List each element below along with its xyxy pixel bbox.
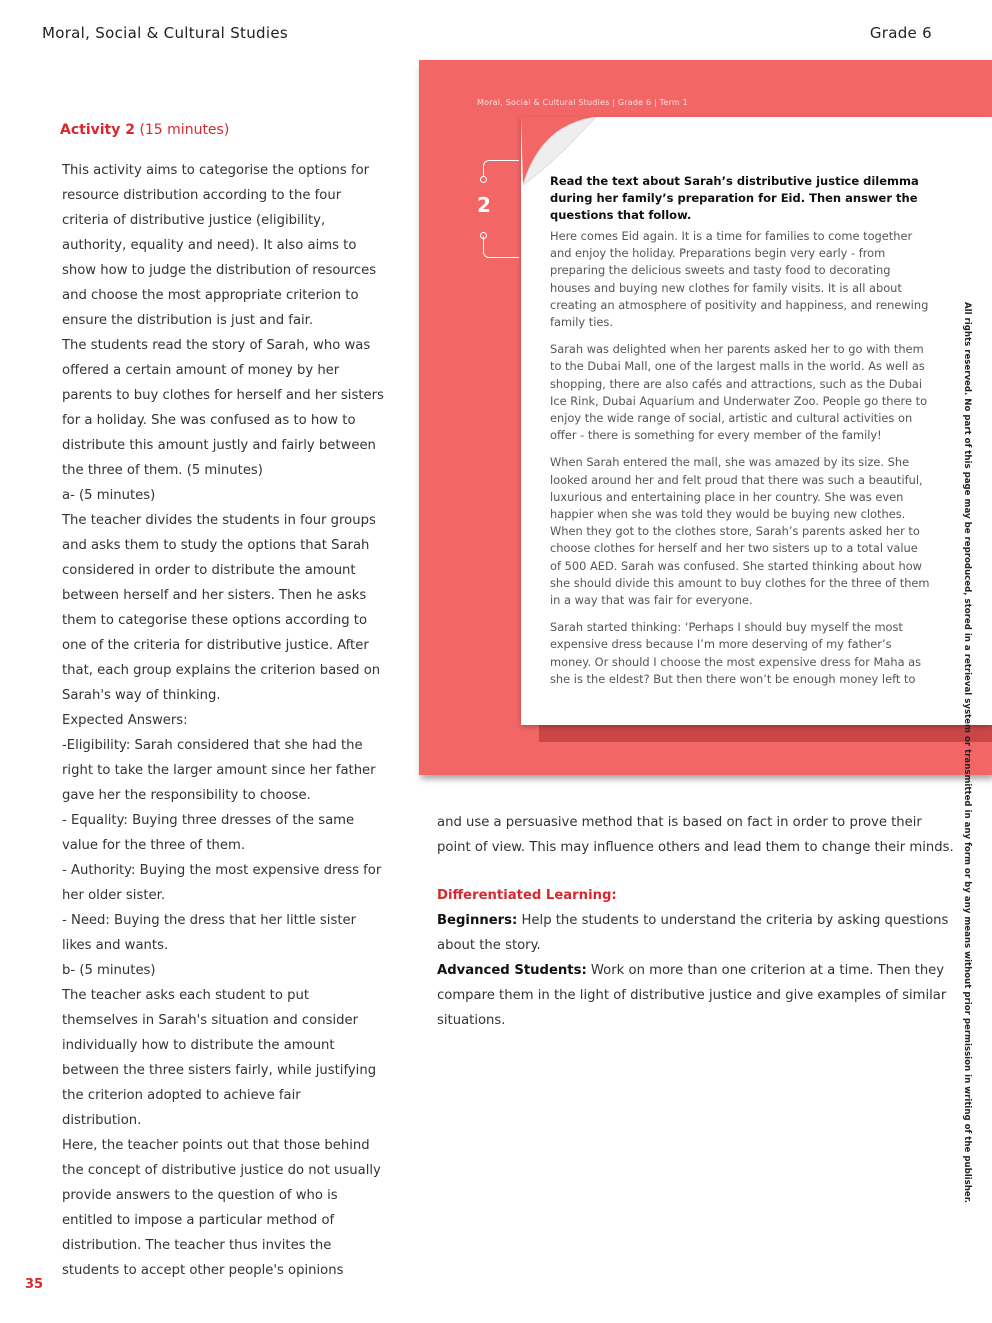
story-paragraph: Sarah was delighted when her parents asked her to go with them to the Dubai Mall, one of the largest malls in the world. As well as shopping, there are also cafés and attractions, such as the Dubai Ice Rink, Dubai Aquarium and Underwater Zoo. People go there to enjoy the wide range of social, artistic and cultural activities on offer - there is something for every member of the family! xyxy=(550,342,928,443)
differentiated-learning-title: Differentiated Learning: xyxy=(437,888,617,903)
embedded-story xyxy=(550,228,930,698)
paragraph: Expected Answers: xyxy=(62,713,188,728)
copyright-notice: All rights reserved. No part of this page may be reproduced, stored in a retrieval system or transmitted in any form or by any means without prior permission in writing of the publisher. xyxy=(962,302,972,1203)
paragraph: Here, the teacher points out that those behind the concept of distributive justice do not usually provide answers to the question of who is entitled to impose a particular method of distribution. The teacher thus invites the students to accept other people's opinions xyxy=(62,1138,381,1278)
connector-line-icon xyxy=(483,236,519,258)
activity-title xyxy=(60,122,229,138)
page-number: 35 xyxy=(25,1277,44,1292)
left-column xyxy=(62,158,384,1283)
embedded-question-number: 2 xyxy=(477,193,491,217)
header-grade: Grade 6 xyxy=(869,24,932,42)
right-column xyxy=(437,810,957,1033)
beginners-text: Help the students to understand the criteria by asking questions about the story. xyxy=(437,913,949,953)
story-paragraph: When Sarah entered the mall, she was amazed by its size. She looked around her and felt proud that there was such a beautiful, luxurious and entertaining place in her country. She was even happier when she was told they would be buying new clothes. When they got to the clothes store, Sarah’s parents asked her to choose clothes for herself and her two sisters up to a total value of 500 AED. Sarah was confused. She started thinking about how she should divide this amount to buy clothes for the three of them in a way that was fair for everyone. xyxy=(550,455,930,608)
beginners-label: Beginners: xyxy=(437,913,518,928)
activity-duration: (15 minutes) xyxy=(139,122,230,138)
embedded-question: Read the text about Sarah’s distributive justice dilemma during her family’s preparation for Eid. Then answer the questions that follow. xyxy=(550,174,919,222)
activity-title-label: Activity 2 xyxy=(60,122,135,138)
paragraph: - Authority: Buying the most expensive dress for her older sister. xyxy=(62,863,382,903)
advanced-label: Advanced Students: xyxy=(437,963,587,978)
paragraph: and use a persuasive method that is based on fact in order to prove their point of view. This may influence others and lead them to change their minds. xyxy=(437,815,954,855)
advanced-paragraph xyxy=(437,958,957,1033)
paragraph: The teacher asks each student to put themselves in Sarah's situation and consider individually how to distribute the amount between the three sisters fairly, while justifying the criterion adopted to achieve fair distribution. xyxy=(62,988,377,1128)
paragraph: - Need: Buying the dress that her little sister likes and wants. xyxy=(62,913,357,953)
beginners-paragraph xyxy=(437,908,957,958)
connector-dot-icon xyxy=(480,176,487,183)
paragraph: -Eligibility: Sarah considered that she had the right to take the larger amount since her father gave her the responsibility to choose. xyxy=(62,738,376,803)
header-subject: Moral, Social & Cultural Studies xyxy=(42,24,288,42)
story-paragraph: Sarah started thinking: ‘Perhaps I should buy myself the most expensive dress because I’m more deserving of my father’s money. Or should I choose the most expensive dress for Maha as she is the eldest? But then there won’t be enough money left to xyxy=(550,620,922,686)
paragraph: The students read the story of Sarah, who was offered a certain amount of money by her parents to buy clothes for herself and her sisters for a holiday. She was confused as to how to distribute this amount justly and fairly between the three of them. (5 minutes) xyxy=(62,338,384,478)
story-paragraph: Here comes Eid again. It is a time for families to come together and enjoy the holiday. Preparations begin very early - from preparing the delicious sweets and tasty food to decorating houses and buying new clothes for family visits. It is all about creating an atmosphere of positivity and happiness, and renewing family ties. xyxy=(550,229,929,330)
paragraph: - Equality: Buying three dresses of the same value for the three of them. xyxy=(62,813,355,853)
paragraph: This activity aims to categorise the options for resource distribution according to the four criteria of distributive justice (eligibility, authority, equality and need). It also aims to show how to judge the distribution of resources and choose the most appropriate criterion to ensure the distribution is just and fair. xyxy=(62,163,377,328)
advanced-text: Work on more than one criterion at a time. Then they compare them in the light of distributive justice and give examples of similar situations. xyxy=(437,963,947,1028)
embedded-page-header: Moral, Social & Cultural Studies | Grade 6 | Term 1 xyxy=(477,98,688,107)
paragraph: The teacher divides the students in four groups and asks them to study the options that Sarah considered in order to distribute the amount between herself and her sisters. Then he asks them to categorise these options according to one of the criteria for distributive justice. After that, each group explains the criterion based on Sarah's way of thinking. xyxy=(62,513,381,703)
connector-line-icon xyxy=(483,160,519,178)
paragraph: a- (5 minutes) xyxy=(62,488,156,503)
paragraph: b- (5 minutes) xyxy=(62,963,156,978)
embedded-page-image xyxy=(419,60,992,775)
